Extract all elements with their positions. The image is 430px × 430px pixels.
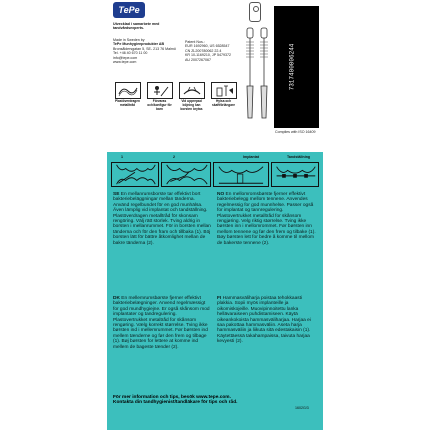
instructions-text: En mellanrumsborste tar effektivt bort bakteriebeläggningar mellan tänderna. Använd regelbundet för en god munhälsa. Även lämplig vid implantat och tandställning. Plastöverdragen metalltråd för skonsam rengöring. Välj rätt storlek. Tving aldrig in borsten i mellanrummet. För in borsten mellan tänderna och för den fram och tillbaka (1). Böj borsten lätt för bättre åtkomlighet mellan de bakre tänderna (2). bbox=[113, 192, 211, 246]
lang-code: NO bbox=[217, 192, 225, 197]
company-web: www.tepe.com bbox=[113, 60, 137, 65]
upper-lower-icon bbox=[179, 82, 205, 99]
step-1-label: 1 bbox=[121, 155, 123, 159]
company-email: info@tepe.com bbox=[113, 55, 138, 60]
implant-icon bbox=[213, 162, 269, 187]
barcode-strip bbox=[274, 6, 319, 128]
braces-icon bbox=[271, 162, 319, 187]
icon-label: Förvaras och/konfigur för barn bbox=[147, 99, 172, 111]
icon-label: Hylsa och skaftförlängare bbox=[211, 99, 236, 107]
footer-line-2: Kontakta din tandhygienist/tandläkare för tips och råd. bbox=[113, 400, 238, 406]
icon-cell bbox=[145, 82, 174, 114]
usage-icon-row bbox=[113, 82, 269, 114]
hang-hole bbox=[249, 2, 261, 22]
print-code: 1602G/3 bbox=[295, 406, 309, 410]
icon-label: Plastöverdragen metalltråd bbox=[115, 99, 140, 107]
lang-code: FI bbox=[217, 296, 222, 301]
wire-icon bbox=[115, 82, 141, 99]
instructions-dk bbox=[113, 296, 211, 350]
tagline: Utvecklad i samarbete med tandvårdsexperts. bbox=[113, 22, 160, 31]
cap-icon bbox=[211, 82, 237, 99]
patent-line: EUR 1692960, US 6528547 bbox=[185, 44, 230, 49]
instructions-panel bbox=[107, 152, 323, 430]
step-labels bbox=[111, 155, 319, 161]
icon-cell bbox=[209, 82, 238, 114]
company-name: TePe Munhygienprodukter AB bbox=[113, 42, 165, 47]
icon-cell bbox=[113, 82, 142, 114]
made-in: Made in Sweden by bbox=[113, 38, 145, 42]
package-card bbox=[107, 0, 323, 430]
instructions-text: Hammasväliharja poistaa tehokkaasti plakkia. Sopii myös implanteille ja oikomiskojeille. Muovipinnoitettu lanka hellävaraiseen puhdistamiseen. Käytä oikeankokoista hammasväliharjaa. Harjaa ei saa pakottaa hammasväliin. Aseta harja hammasväliin ja liikuta sitä edestakaisin (1). Käytettäessä takahampaissa, taivuta harjaa kevyesti (2). bbox=[217, 296, 311, 345]
teeth-bent-brush-icon bbox=[161, 162, 211, 187]
instructions-sv bbox=[113, 192, 211, 246]
iso-compliance: Complies with ISO 16409 bbox=[275, 130, 316, 134]
company-phone: Tel. +46 40 670 11 00 bbox=[113, 51, 148, 56]
company-address: Bronsåldersgatan 5, SE- 213 76 Malmö bbox=[113, 46, 176, 51]
braces-label: Tandställning bbox=[287, 155, 311, 159]
illustration-row bbox=[111, 162, 319, 187]
icon-label: Vid upprepad böjning kan borsten brytas bbox=[180, 99, 203, 111]
lang-code: SE bbox=[113, 192, 120, 197]
patent-line: CN ZL200780062 22.4 bbox=[185, 48, 222, 53]
patent-line: AU 2007267067 bbox=[185, 57, 211, 62]
patent-list bbox=[185, 40, 241, 62]
barcode-number: 7317400006244 bbox=[288, 43, 296, 91]
teeth-brush-icon bbox=[111, 162, 159, 187]
instructions-no bbox=[217, 192, 317, 246]
lang-code: DK bbox=[113, 296, 120, 301]
instructions-fi bbox=[217, 296, 317, 345]
instructions-text: En mellemrumsbørste fjerner effektivt bakteriebelægninger. Anvend regelmæssigt for god mundhygiejne. Er også skånsom mod implantater og tandregulering. Plastovertrukket metaltråd for skånsom rengøring. Vælg korrekt størrelse. Tving ikke børsten ind i mellemrummet. Før børsten ind mellem tænderne og før den frem og tilbage (1). Bøj børsten for lettere at komme ind mellem de bageste tænder (2). bbox=[113, 296, 210, 350]
icon-cell bbox=[177, 82, 206, 114]
patent-line: Patent Nos.: bbox=[185, 40, 205, 44]
bend-icon bbox=[147, 82, 173, 99]
step-2-label: 2 bbox=[173, 155, 175, 159]
footer-line-1: För mer information och tips, besök www.tepe.com. bbox=[113, 395, 231, 400]
instructions-text: En mellomromsbørste fjerner effektivt bakteriebelegg mellom tennene. Anvendes regelmessig for god munnhelse. Passer også for implantat og tannregulering. Plastovertrukket metalltråd for skånsom rengjøring. Velg riktig størrelse. Tving ikke børsten inn i mellomrommet. Før børsten inn mellom tennene og før den frem og tilbake (1). Bøy børsten lett for bedre å komme til mellom de bakerste tennene (2). bbox=[217, 192, 316, 246]
implant-label: Implantat bbox=[243, 155, 259, 159]
footer-text bbox=[113, 395, 317, 406]
company-block bbox=[113, 38, 183, 64]
tepe-logo: TePe bbox=[113, 2, 145, 18]
patent-line: KR 10-1169210, JP 5479372 bbox=[185, 53, 232, 58]
